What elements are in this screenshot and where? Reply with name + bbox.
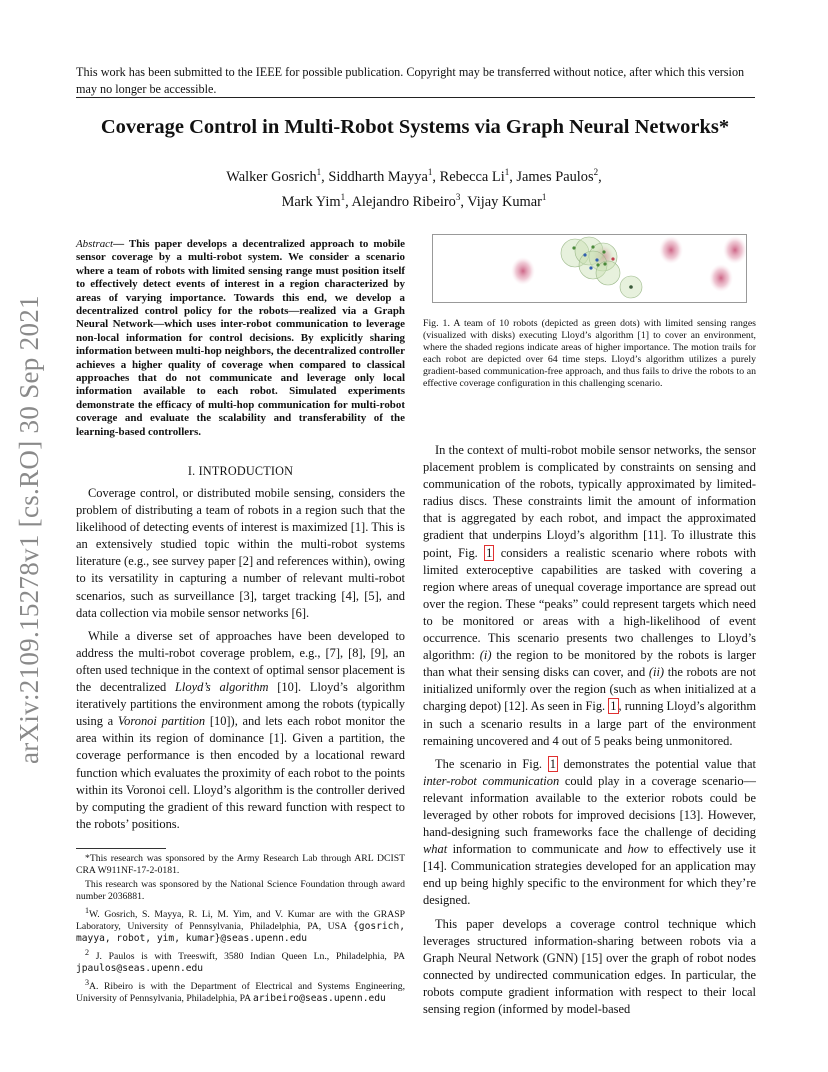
header-rule [76,97,755,98]
figure-reference-link[interactable]: 1 [549,756,556,771]
sensing-disks [561,237,642,298]
figure-reference-link[interactable]: 1 [610,699,617,714]
paragraph: While a diverse set of approaches have been developed to address the multi-robot coverage problem, e.g., [7], [8], [9], an often used technique in the context of optimal sensor placement is the decentralized Lloyd’s algorithm [10]. Lloyd’s algorithm iteratively partitions the environment among the robots (typically using a Voronoi partition [10]), and lets each robot monitor the area within its region of dominance [1]. Given a partition, the coverage performance is then encoded by a locational reward function which evaluates the proximity of each robot to the points within its Voronoi cell. Lloyd’s algorithm is the controller derived by computing the gradient of this reward function with respect to the robots’ positions. [76,628,405,831]
footnote: *This research was sponsored by the Army Research Lab through ARL DCIST CRA W911NF-17-2-0181. [76,853,405,876]
paper-title: Coverage Control in Multi-Robot Systems via Graph Neural Networks* [100,116,730,138]
section-heading: I. INTRODUCTION [187,464,294,478]
copyright-notice: This work has been submitted to the IEEE for possible publication. Copyright may be transferred without notice, after which this version may no longer be accessible. [76,65,745,96]
footnote-rule [76,848,166,849]
author-list [150,162,678,212]
author-name: Mark Yim [281,193,341,210]
affiliation-mark: 3 [455,191,461,202]
footnote: $^1$W. Gosrich, S. Mayya, R. Li, M. Yim, and V. Kumar are with the GRASP Laboratory, University of Pennsylvania, Philadelphia, PA, USA {gosrich, mayya, robot, yim, kumar}@seas.upenn.edu [76,905,405,944]
arxiv-stamp: arXiv:2109.15278v1 [cs.RO] 30 Sep 2021 [14,295,44,764]
affiliation-mark: 1 [340,191,346,202]
footnote: $^3$A. Ribeiro is with the Department of Electrical and Systems Engineering, University of Pennsylvania, Philadelphia, PA aribeiro@seas.upenn.edu [76,977,405,1004]
paragraph: The scenario in Fig. 1 demonstrates the potential value that inter-robot communication could play in a coverage scenario—relevant information available to the exterior robots could be leveraged by other robots for improved decisions [13]. However, hand-designing such frameworks face the challenge of deciding what information to communicate and how to effectively use it [14]. Communication strategies developed for an application may end up being highly specific to the environment for which they’re designed. [423,756,757,908]
paragraph: Coverage control, or distributed mobile sensing, considers the problem of distributing a team of robots in a region such that the likelihood of detecting events of interest is maximized [1]. This is an extensively studied topic within the multi-robot systems literature (e.g., see survey paper [2] and references within), owing to its versatility in capturing a number of relevant multi-robot scenarios, such as surveillance [3], target tracking [4], [5], and data collection via mobile sensor networks [6]. [76,486,405,620]
abstract [76,238,405,439]
importance-peak [659,236,683,264]
author-name: James Paulos [516,168,594,185]
figure-1-image [432,234,747,303]
author-line-2: Mark Yim$^1$, Alejandro Ribeiro$^3$, Vijay Kumar$^1$ [281,191,547,210]
author-name: Alejandro Ribeiro [351,193,456,210]
footnote: $^2$ J. Paulos is with Treeswift, 3580 Indian Queen Ln., Philadelphia, PA jpaulos@seas.upenn.edu [76,947,406,974]
author-name: Rebecca Li [439,168,505,185]
figure-1-caption: Fig. 1. A team of 10 robots (depicted as green dots) with limited sensing ranges (visualized with disks) executing Lloyd’s algorithm [1] to cover an environment, where the shaded regions indicate areas of higher importance. The motion trails for each robot are depicted over 64 time steps. Lloyd’s algorithm utilizes a purely gradient-based communication-free approach, and thus fails to drive the robots to an effective coverage configuration in this challenging scenario. [423,318,756,390]
author-name: Vijay Kumar [467,193,542,210]
footnote: This research was sponsored by the National Science Foundation through award number 2036881. [76,878,405,902]
author-name: Siddharth Mayya [328,168,428,185]
paragraph: In the context of multi-robot mobile sensor networks, the sensor placement problem is complicated by constraints on sensing and communication of the robots, typically approximated by limited-radius discs. These constraints limit the amount of information that is aggregated by each robot, and impact the approximated gradient that underpins Lloyd’s algorithm [11]. To illustrate this point, Fig. 1 considers a realistic scenario where robots with limited exteroceptive capabilities are tasked with covering a region where areas of unequal coverage importance are spread out over the region. These “peaks” could represent targets which need to be monitored or areas with a high-likelihood of event occurrence. This scenario presents two challenges to Lloyd’s algorithm: (i) the region to be monitored by the robots is larger than what their sensing disks can cover, and (ii) the robots are not initialized uniformly over the region (such as when initialized at a charging depot) [12]. As seen in Fig. 1 , running Lloyd’s algorithm in such a scenario results in a large part of the environment remaining uncovered and 4 out of 5 peaks being unmonitored. [423,443,756,748]
abstract-text: — This paper develops a decentralized approach to mobile sensor coverage by a multi-robot system. We consider a scenario where a team of robots with limited sensing range must position itself to effectively detect events of interest in a region characterized by areas of varying importance. Towards this end, we develop a decentralized control policy for the robots—realized via a Graph Neural Network—which uses inter-robot communication to leverage non-local information for control decisions. By explicitly sharing information between multi-hop neighbors, the decentralized controller achieves a higher quality of coverage when compared to classical approaches that do not communicate and leverage only local information available to each robot. Simulated experiments demonstrate the efficacy of multi-hop communication for multi-robot coverage and evaluate the scalability and transferability of the learning-based controllers. [76,238,405,438]
affiliation-mark: 1 [504,167,510,177]
author-line-1: Walker Gosrich$^1$, Siddharth Mayya$^1$, Rebecca Li$^1$, James Paulos$^2$, [226,167,602,185]
affiliation-mark: 1 [541,191,547,202]
importance-peak [723,236,746,264]
abstract-label: Abstract [76,238,114,250]
right-column [423,442,756,1024]
affiliation-mark: 1 [427,167,433,177]
coverage-simulation-plot [433,235,746,302]
importance-peak [709,264,733,292]
paragraph: This paper develops a coverage control technique which leverages structured information-sharing between robots via a Graph Neural Network (GNN) [15] over the graph of robot nodes connected by undirected communication edges. In particular, the robots compute gradient information with respect to their local sensing region (informed by model-based [423,916,756,1016]
left-column [76,485,405,839]
author-name: Walker Gosrich [226,168,317,185]
affiliation-mark: 2 [593,167,599,177]
figure-reference-link[interactable]: 1 [486,545,493,560]
affiliation-mark: 1 [316,167,322,177]
footnotes [76,853,405,1007]
importance-peak [511,257,535,285]
